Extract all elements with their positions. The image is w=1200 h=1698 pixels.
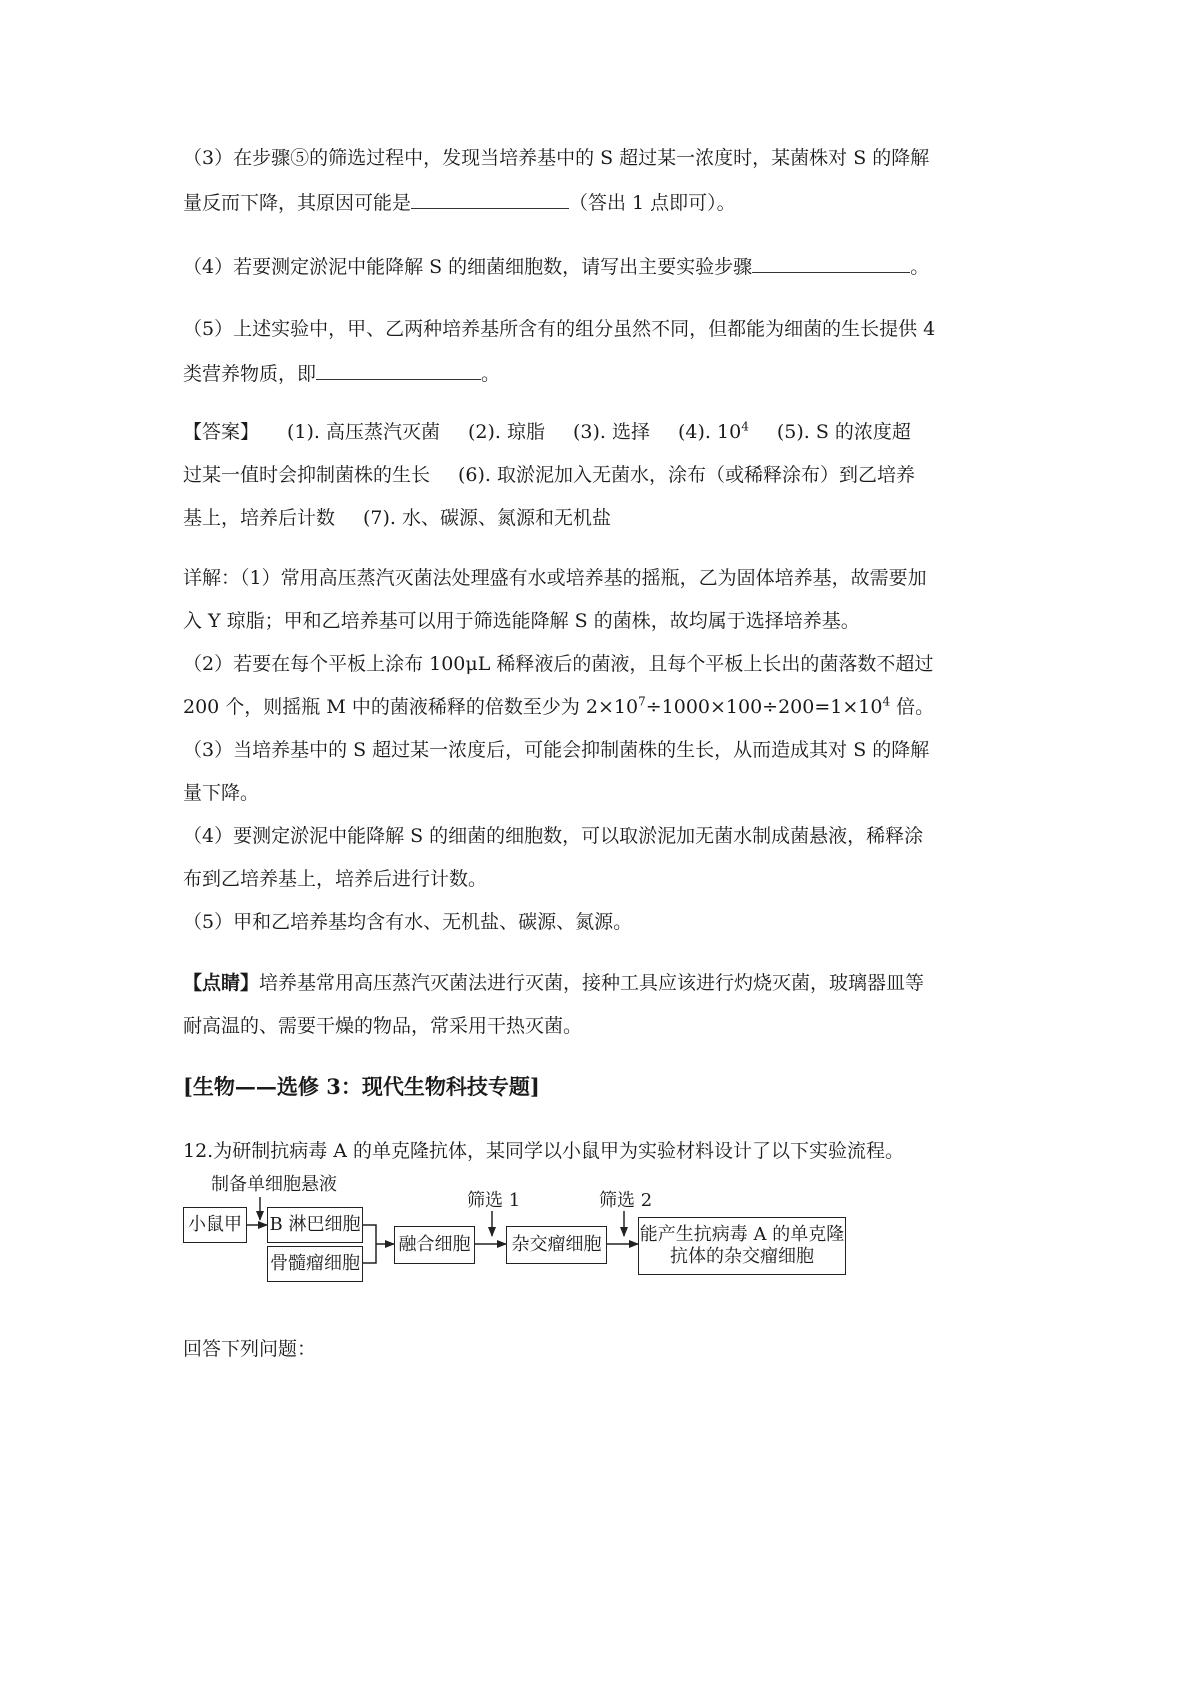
answer-6-part2: 基上，培养后计数 (183, 507, 336, 529)
q3-line2-text: 量反而下降，其原因可能是 (183, 192, 412, 214)
q5-line2-text: 类营养物质，即 (183, 363, 317, 385)
answer-6-part1: (6). 取淤泥加入无菌水，涂布（或稀释涂布）到乙培养 (458, 464, 916, 486)
detail-line4: 200 个，则摇瓶 M 中的菌液稀释的倍数至少为 $2\times 10^7\div 1000\times 100\div 200=1\times 10^4$ 倍。 (183, 694, 935, 718)
answer-3: (3). 选择 (573, 421, 651, 443)
detail-line3: （2）若要在每个平板上涂布 100μL 稀释液后的菌液，且每个平板上长出的菌落数不超过 (183, 653, 934, 675)
detail-line8: 布到乙培养基上，培养后进行计数。 (183, 868, 488, 890)
tip-label: 【点睛】 (183, 972, 260, 994)
q3-line2-tail: （答出 1 点即可）。 (569, 192, 736, 214)
box-fused: 融合细胞 (394, 1226, 475, 1264)
q5-line1: （5）上述实验中，甲、乙两种培养基所含有的组分虽然不同，但都能为细菌的生长提供 4 (183, 318, 936, 340)
answer-5-part2: 过某一值时会抑制菌株的生长 (183, 464, 431, 486)
q5-line2-tail: 。 (481, 363, 501, 385)
detail-line5: （3）当培养基中的 S 超过某一浓度后，可能会抑制菌株的生长，从而造成其对 S 的降解 (183, 739, 930, 761)
answer-1: (1). 高压蒸汽灭菌 (287, 421, 441, 443)
box-final-line1: 能产生抗病毒 A 的单克隆 (639, 1224, 845, 1245)
q4-tail: 。 (910, 256, 930, 278)
detail-line6: 量下降。 (183, 782, 260, 804)
answer-4: (4). $10^4$ (678, 419, 749, 443)
q12-stem: 12.为研制抗病毒 A 的单克隆抗体，某同学以小鼠甲为实验材料设计了以下实验流程。 (183, 1140, 905, 1162)
box-mouse: 小鼠甲 (183, 1207, 247, 1243)
box-hybrid: 杂交瘤细胞 (506, 1226, 607, 1264)
label-screen2: 筛选 2 (599, 1190, 653, 1211)
flow-arrows (183, 0, 1033, 1698)
tip-text: 培养基常用高压蒸汽灭菌法进行灭菌，接种工具应该进行灼烧灭菌，玻璃器皿等 (259, 972, 925, 994)
q3-line1: （3）在步骤⑤的筛选过程中，发现当培养基中的 S 超过某一浓度时，某菌株对 S 的降解 (183, 147, 930, 169)
box-final (638, 1217, 846, 1275)
answer-label: 【答案】 (183, 421, 260, 443)
detail-line9: （5）甲和乙培养基均含有水、无机盐、碳源、氮源。 (183, 911, 633, 933)
detail-line2: 入 Y 琼脂；甲和乙培养基可以用于筛选能降解 S 的菌株，故均属于选择培养基。 (183, 610, 860, 632)
answer-2: (2). 琼脂 (468, 421, 546, 443)
label-screen1: 筛选 1 (467, 1190, 521, 1211)
box-bcell: B 淋巴细胞 (267, 1207, 363, 1243)
answer-prompt: 回答下列问题： (183, 1338, 317, 1360)
detail-line1: 详解：（1）常用高压蒸汽灭菌法处理盛有水或培养基的摇瓶，乙为固体培养基，故需要加 (183, 567, 927, 589)
tip-line2: 耐高温的、需要干燥的物品，常采用干热灭菌。 (183, 1015, 583, 1037)
q4-text: （4）若要测定淤泥中能降解 S 的细菌细胞数，请写出主要实验步骤 (183, 256, 753, 278)
section-heading: [生物——选修 3：现代生物科技专题] (183, 1074, 540, 1099)
label-suspension: 制备单细胞悬液 (211, 1174, 337, 1195)
box-final-line2: 抗体的杂交瘤细胞 (670, 1246, 814, 1267)
answer-5-part1: (5). S 的浓度超 (776, 421, 911, 443)
merge-bracket (362, 1225, 376, 1263)
box-myeloma: 骨髓瘤细胞 (267, 1246, 363, 1282)
answer-7: (7). 水、碳源、氮源和无机盐 (363, 507, 612, 529)
detail-line7: （4）要测定淤泥中能降解 S 的细菌的细胞数，可以取淤泥加无菌水制成菌悬液，稀释涂 (183, 825, 924, 847)
